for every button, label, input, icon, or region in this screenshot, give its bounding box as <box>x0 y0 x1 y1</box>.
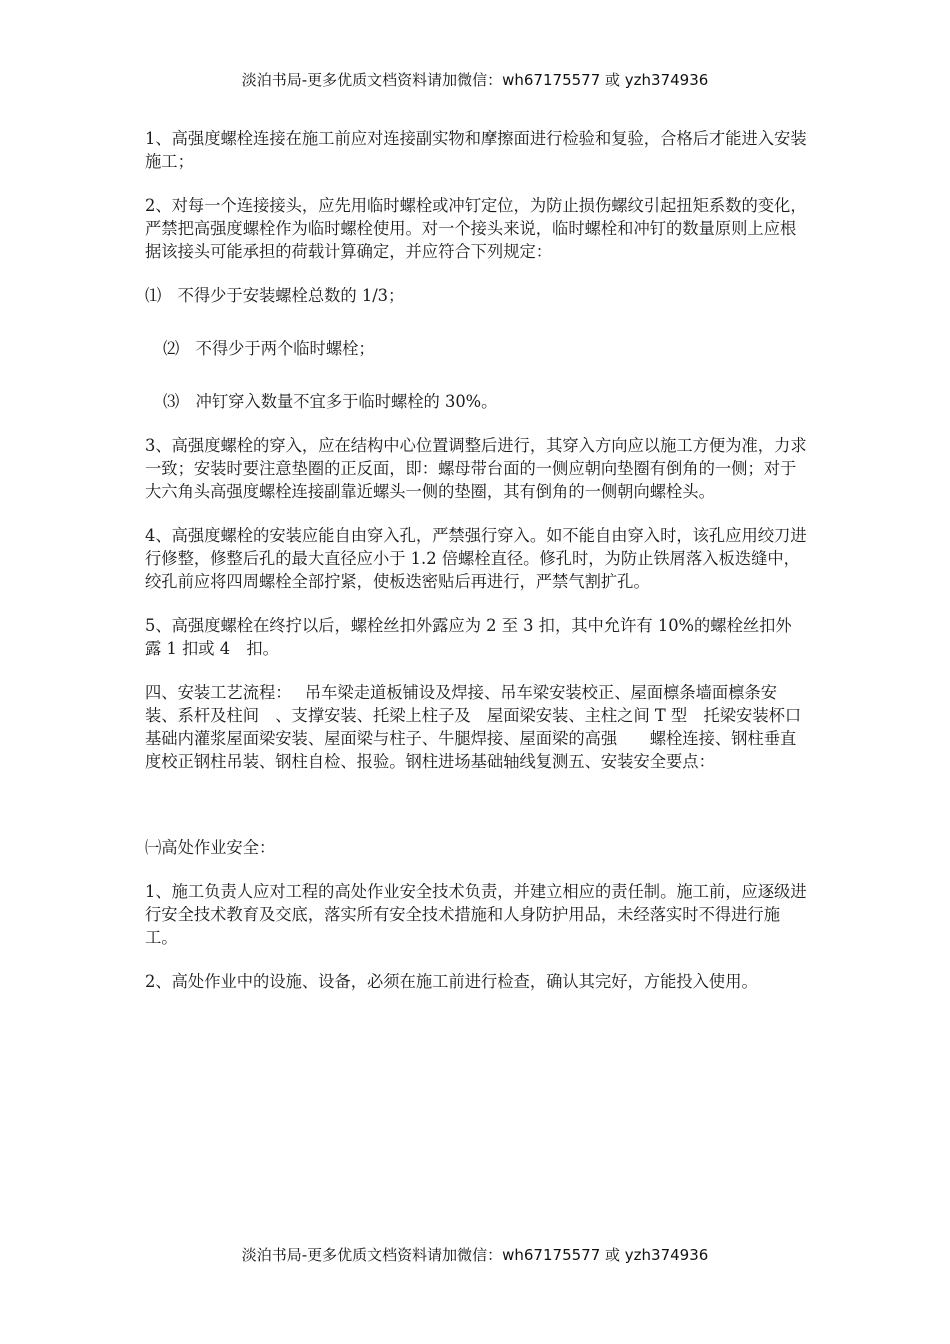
section-installation-process: 四、安装工艺流程： 吊车梁走道板铺设及焊接、吊车梁安装校正、屋面檩条墙面檩条安装、系杆及柱间 、支撑安装、托梁上柱子及 屋面梁安装、主柱之间 T 型 托梁安装杯口基础内灌浆屋面梁安装、屋面梁与柱子、牛腿焊接、屋面梁的高强 螺栓连接、钢柱垂直度校正钢柱吊装、钢柱自检、报验。钢柱进场基础轴线复测五、安装安全要点： <box>145 683 802 771</box>
paragraph-4: 4、高强度螺栓的安装应能自由穿入孔，严禁强行穿入。如不能自由穿入时，该孔应用绞刀进行修整，修整后孔的最大直径应小于 1.2 倍螺栓直径。修孔时，为防止铁屑落入板迭缝中，绞孔前应将四周螺栓全部拧紧，使板迭密贴后再进行，严禁气割扩孔。 <box>145 526 807 591</box>
paragraph-1: 1、高强度螺栓连接在施工前应对连接副实物和摩擦面进行检验和复验，合格后才能进入安装施工； <box>145 129 807 171</box>
paragraph-5: 5、高强度螺栓在终拧以后，螺栓丝扣外露应为 2 至 3 扣，其中允许有 10%的螺栓丝扣外露 1 扣或 4 扣。 <box>145 616 792 658</box>
paragraph-safety-1: 1、施工负责人应对工程的高处作业安全技术负责，并建立相应的责任制。施工前，应逐级进行安全技术教育及交底，落实所有安全技术措施和人身防护用品，未经落实时不得进行施工。 <box>145 882 807 947</box>
document-body <box>145 127 807 1014</box>
paragraph-safety-2: 2、高处作业中的设施、设备，必须在施工前进行检查，确认其完好，方能投入使用。 <box>145 972 758 991</box>
list-item-1: ⑴ 不得少于安装螺栓总数的 1/3； <box>145 286 405 305</box>
page-header: 淡泊书局-更多优质文档资料请加微信：wh67175577 或 yzh374936 <box>241 71 709 89</box>
paragraph-3: 3、高强度螺栓的穿入，应在结构中心位置调整后进行，其穿入方向应以施工方便为准，力求一致；安装时要注意垫圈的正反面，即：螺母带台面的一侧应朝向垫圈有倒角的一侧；对于大六角头高强度螺栓连接副靠近螺头一侧的垫圈，其有倒角的一侧朝向螺栓头。 <box>145 436 807 501</box>
paragraph-2: 2、对每一个连接接头，应先用临时螺栓或冲钉定位，为防止损伤螺纹引起扭矩系数的变化，严禁把高强度螺栓作为临时螺栓使用。对一个接头来说，临时螺栓和冲钉的数量原则上应根据该接头可能承担的荷载计算确定，并应符合下列规定： <box>145 196 807 261</box>
list-item-2: ⑵ 不得少于两个临时螺栓； <box>163 339 375 358</box>
page-footer: 淡泊书局-更多优质文档资料请加微信：wh67175577 或 yzh374936 <box>241 1246 709 1264</box>
section-heading-high-work-safety: ㈠高处作业安全： <box>145 838 276 857</box>
list-item-3: ⑶ 冲钉穿入数量不宜多于临时螺栓的 30%。 <box>163 392 498 411</box>
